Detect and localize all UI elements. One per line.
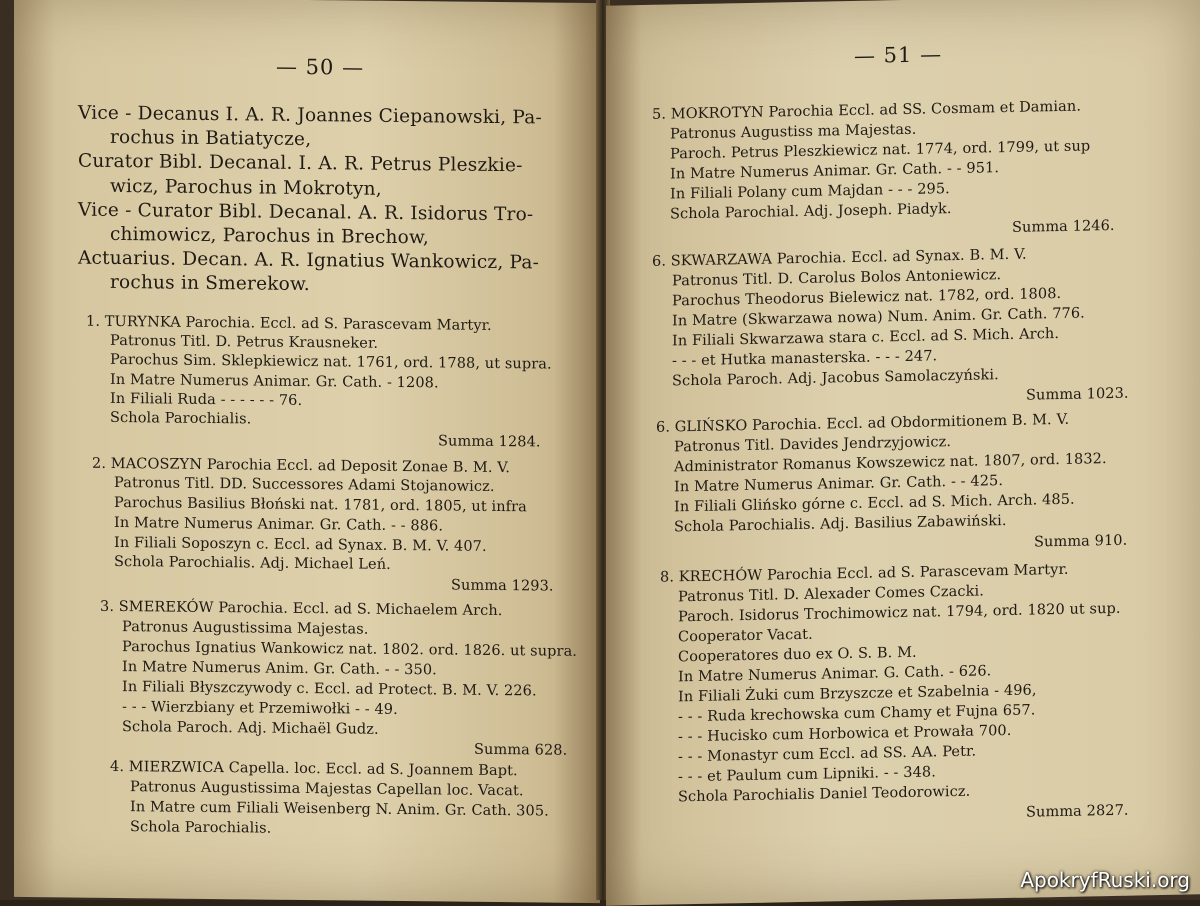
text-line: - - - Wierzbiany et Przemiwołki - - 49. <box>122 699 398 718</box>
intro-line: wicz, Parochus in Mokrotyn, <box>110 175 382 200</box>
text-line: In Matre Numerus Animar. G. Cath. - 626. <box>678 663 992 686</box>
text-line: Schola Parochialis. Adj. Basilius Zabawiński. <box>674 513 1007 536</box>
text-line: Administrator Romanus Kowszewicz nat. 1807, ord. 1832. <box>674 451 1107 476</box>
summa-line: Summa 628. <box>474 741 568 759</box>
text-line: Patronus Titl. DD. Successores Adami Stojanowicz. <box>114 474 495 495</box>
intro-line: Curator Bibl. Decanal. I. A. R. Petrus Pleszkie- <box>78 150 523 177</box>
left-page <box>14 0 600 903</box>
text-line: In Filiali Błyszczywody c. Eccl. ad Protect. B. M. V. 226. <box>122 679 537 700</box>
text-line: Patronus Augustissima Majestas Capellan loc. Vacat. <box>130 779 524 800</box>
text-line: - - - Hucisko cum Horbowica et Prowała 700. <box>678 722 1012 746</box>
summa-line: Summa 2827. <box>1026 802 1129 821</box>
watermark: ApokryfRuski.org <box>1020 868 1190 892</box>
text-line: In Filiali Polany cum Majdan - - - 295. <box>670 181 950 203</box>
right-page <box>606 0 1200 906</box>
text-line: In Filiali Skwarzawa stara c. Eccl. ad S. Mich. Arch. <box>672 326 1060 350</box>
text-line: Schola Parochial. Adj. Joseph. Piadyk. <box>670 201 952 223</box>
text-line: Patronus Titl. D. Alexader Comes Czacki. <box>678 583 984 606</box>
text-line: In Filiali Żuki cum Brzyszcze et Szabelnia - 496, <box>678 682 1037 706</box>
text-line: In Matre cum Filiali Weisenberg N. Anim. Gr. Cath. 305. <box>130 799 549 820</box>
parish-heading: 6. GLIŃSKO Parochia. Eccl. ad Obdormitionem B. M. V. <box>656 411 1070 436</box>
text-line: In Matre Numerus Animar. Gr. Cath. - - 951. <box>670 160 1000 183</box>
text-line: Patronus Augustiss ma Majestas. <box>670 121 917 143</box>
summa-line: Summa 1246. <box>1012 217 1115 236</box>
text-line: Schola Paroch. Adj. Jacobus Samolaczyński. <box>672 367 999 390</box>
text-line: In Filiali Glińsko górne c. Eccl. ad S. Mich. Arch. 485. <box>674 491 1075 516</box>
text-line: Patronus Augustissima Majestas. <box>122 619 369 638</box>
page-number-right: — 51 — <box>854 42 943 68</box>
text-line: - - - et Hutka manasterska. - - - 247. <box>672 348 938 370</box>
text-line: In Matre Numerus Animar. Gr. Cath. - - 425. <box>674 473 1004 496</box>
summa-line: Summa 1293. <box>451 577 554 595</box>
text-line: Patronus Titl. Davides Jendrzyjowicz. <box>674 434 952 456</box>
parish-heading: 3. SMEREKÓW Parochia. Eccl. ad S. Michaelem Arch. <box>100 598 503 620</box>
text-line: In Matre (Skwarzawa nowa) Num. Anim. Gr. Cath. 776. <box>672 305 1085 330</box>
text-line: - - - et Paulum cum Lipniki. - - 348. <box>678 764 936 786</box>
intro-line: Actuarius. Decan. A. R. Ignatius Wankowicz, Pa- <box>78 247 540 274</box>
text-line: Schola Parochialis Daniel Teodorowicz. <box>678 783 971 806</box>
text-line: Parochus Basilius Błoński nat. 1781, ord. 1805, ut infra <box>114 494 527 516</box>
parish-heading: 8. KRECHÓW Parochia Eccl. ad S. Parascevam Martyr. <box>660 561 1069 586</box>
text-line: Parochus Ignatius Wankowicz nat. 1802. ord. 1826. ut supra. <box>122 639 578 660</box>
text-line: - - - Ruda krechowska cum Chamy et Fujna 657. <box>678 702 1036 726</box>
text-line: In Filiali Soposzyn c. Eccl. ad Synax. B. M. V. 407. <box>114 534 487 555</box>
text-line: In Matre Numerus Animar. Gr. Cath. - 1208. <box>110 371 439 392</box>
parish-heading: 4. MIERZWICA Capella. loc. Eccl. ad S. Joannem Bapt. <box>110 758 518 780</box>
intro-line: rochus in Batiatycze, <box>110 126 312 151</box>
text-line: In Matre Numerus Animar. Gr. Cath. - - 886. <box>114 514 444 535</box>
text-line: Patronus Titl. D. Petrus Krausneker. <box>110 332 379 352</box>
intro-line: rochus in Smerekow. <box>110 271 310 296</box>
text-line: In Matre Numerus Anim. Gr. Cath. - - 350. <box>122 659 437 679</box>
text-line: Cooperator Vacat. <box>678 626 813 646</box>
text-line: Parochus Sim. Sklepkiewicz nat. 1761, ord. 1788, ut supra. <box>110 351 552 373</box>
intro-line: Vice - Decanus I. A. R. Joannes Ciepanowski, Pa- <box>78 102 542 129</box>
text-line: Paroch. Isidorus Trochimowicz nat. 1794, ord. 1820 ut sup. <box>678 600 1121 626</box>
text-line: Schola Parochialis. <box>130 819 272 837</box>
parish-heading: 2. MACOSZYN Parochia Eccl. ad Deposit Zonae B. M. V. <box>92 455 510 477</box>
page-number-left: — 50 — <box>276 54 365 80</box>
summa-line: Summa 910. <box>1034 532 1128 551</box>
parish-heading: 5. MOKROTYN Parochia Eccl. ad SS. Cosmam et Damian. <box>652 98 1082 123</box>
text-line: Cooperatores duo ex O. S. B. M. <box>678 644 917 666</box>
text-line: - - - Monastyr cum Eccl. ad SS. AA. Petr. <box>678 743 977 766</box>
summa-line: Summa 1284. <box>438 433 541 451</box>
text-line: Parochus Theodorus Bielewicz nat. 1782, ord. 1808. <box>672 285 1062 310</box>
text-line: Patronus Titl. D. Carolus Bolos Antoniewicz. <box>672 267 1002 290</box>
parish-heading: 6. SKWARZAWA Parochia. Eccl. ad Synax. B. M. V. <box>652 246 1027 270</box>
intro-line: Vice - Curator Bibl. Decanal. A. R. Isidorus Tro- <box>78 199 534 226</box>
text-line: In Filiali Ruda - - - - - - 76. <box>110 390 303 409</box>
text-line: Schola Paroch. Adj. Michaël Gudz. <box>122 719 379 738</box>
summa-line: Summa 1023. <box>1026 385 1129 404</box>
intro-line: chimowicz, Parochus in Brechow, <box>110 223 429 249</box>
parish-heading: 1. TURYNKA Parochia. Eccl. ad S. Parascevam Martyr. <box>86 313 492 334</box>
text-line: Paroch. Petrus Pleszkiewicz nat. 1774, ord. 1799, ut sup <box>670 138 1091 163</box>
text-line: Schola Parochialis. <box>110 409 252 428</box>
text-line: Schola Parochialis. Adj. Michael Leń. <box>114 553 391 573</box>
